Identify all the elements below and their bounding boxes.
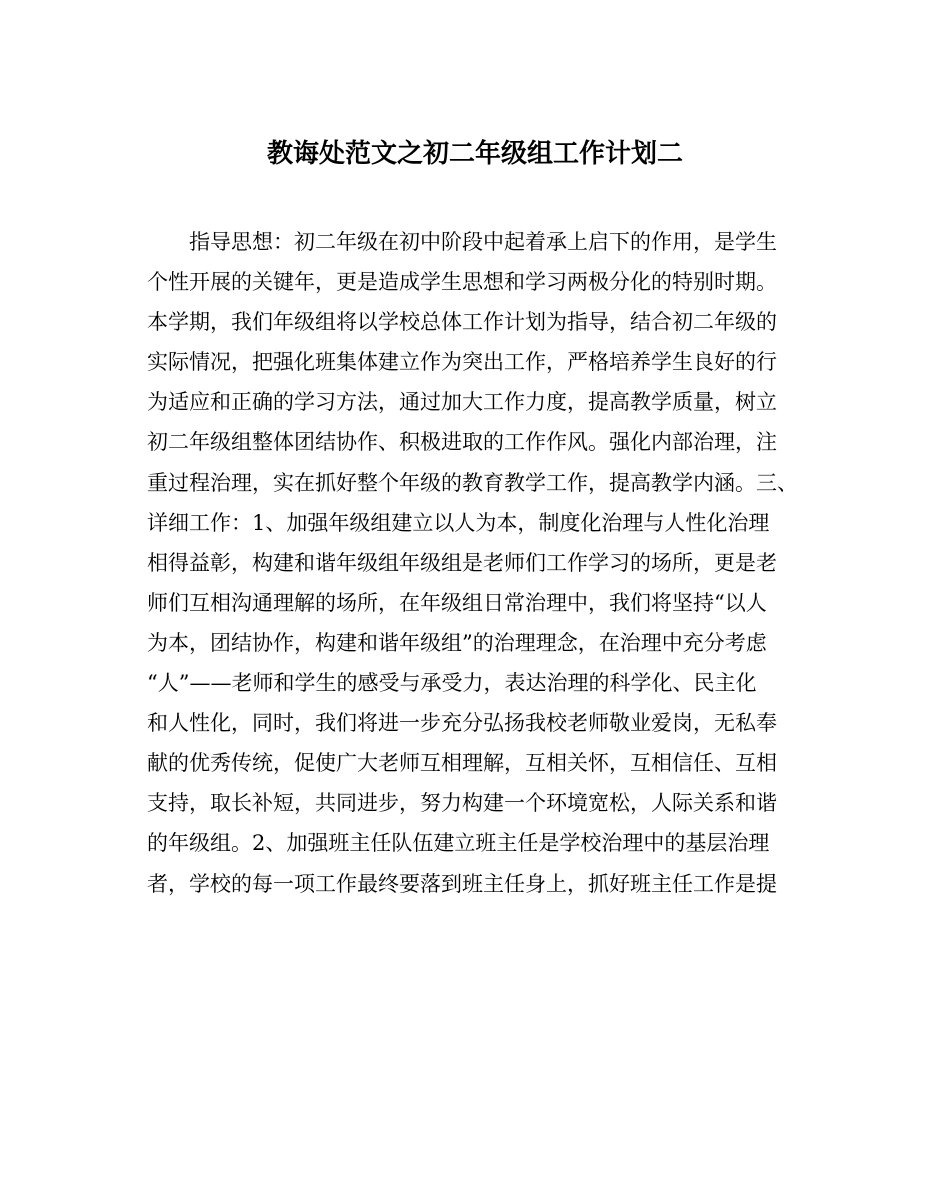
document-title: 教诲处范文之初二年级组工作计划二 bbox=[266, 139, 683, 169]
paragraph-line: 初二年级组整体团结协作、积极进取的工作作风。强化内部治理，注 bbox=[147, 430, 777, 455]
paragraph-line: 指导思想：初二年级在初中阶段中起着承上启下的作用，是学生 bbox=[189, 230, 777, 254]
paragraph-line: 者，学校的每一项工作最终要落到班主任身上，抓好班主任工作是提 bbox=[147, 871, 777, 896]
paragraph-line: 详细工作：1、加强年级组建立以人为本，制度化治理与人性化治理 bbox=[147, 510, 770, 535]
paragraph-line: 为本，团结协作，构建和谐年级组”的治理理念，在治理中充分考虑 bbox=[147, 630, 767, 655]
paragraph-line: 本学期，我们年级组将以学校总体工作计划为指导，结合初二年级的 bbox=[147, 310, 777, 335]
paragraph-line: “人”——老师和学生的感受与承受力，表达治理的科学化、民主化 bbox=[147, 671, 757, 696]
paragraph-line: 个性开展的关键年，更是造成学生思想和学习两极分化的特别时期。 bbox=[147, 270, 777, 295]
paragraph-line: 相得益彰，构建和谐年级组年级组是老师们工作学习的场所，更是老 bbox=[147, 550, 777, 575]
paragraph-line: 献的优秀传统，促使广大老师互相理解，互相关怀，互相信任、互相 bbox=[147, 751, 777, 776]
paragraph-line: 支持，取长补短，共同进步，努力构建一个环境宽松，人际关系和谐 bbox=[147, 791, 777, 816]
paragraph-line: 和人性化，同时，我们将进一步充分弘扬我校老师敬业爱岗，无私奉 bbox=[147, 711, 777, 736]
paragraph-line: 的年级组。2、加强班主任队伍建立班主任是学校治理中的基层治理 bbox=[147, 831, 770, 856]
document-body bbox=[147, 222, 827, 904]
paragraph-line: 重过程治理，实在抓好整个年级的教育教学工作，提高教学内涵。三、 bbox=[147, 470, 798, 495]
paragraph-line: 为适应和正确的学习方法，通过加大工作力度，提高教学质量，树立 bbox=[147, 390, 777, 415]
paragraph-line: 实际情况，把强化班集体建立作为突出工作，严格培养学生良好的行 bbox=[147, 350, 777, 375]
paragraph-line: 师们互相沟通理解的场所，在年级组日常治理中，我们将坚持“以人 bbox=[147, 590, 767, 615]
